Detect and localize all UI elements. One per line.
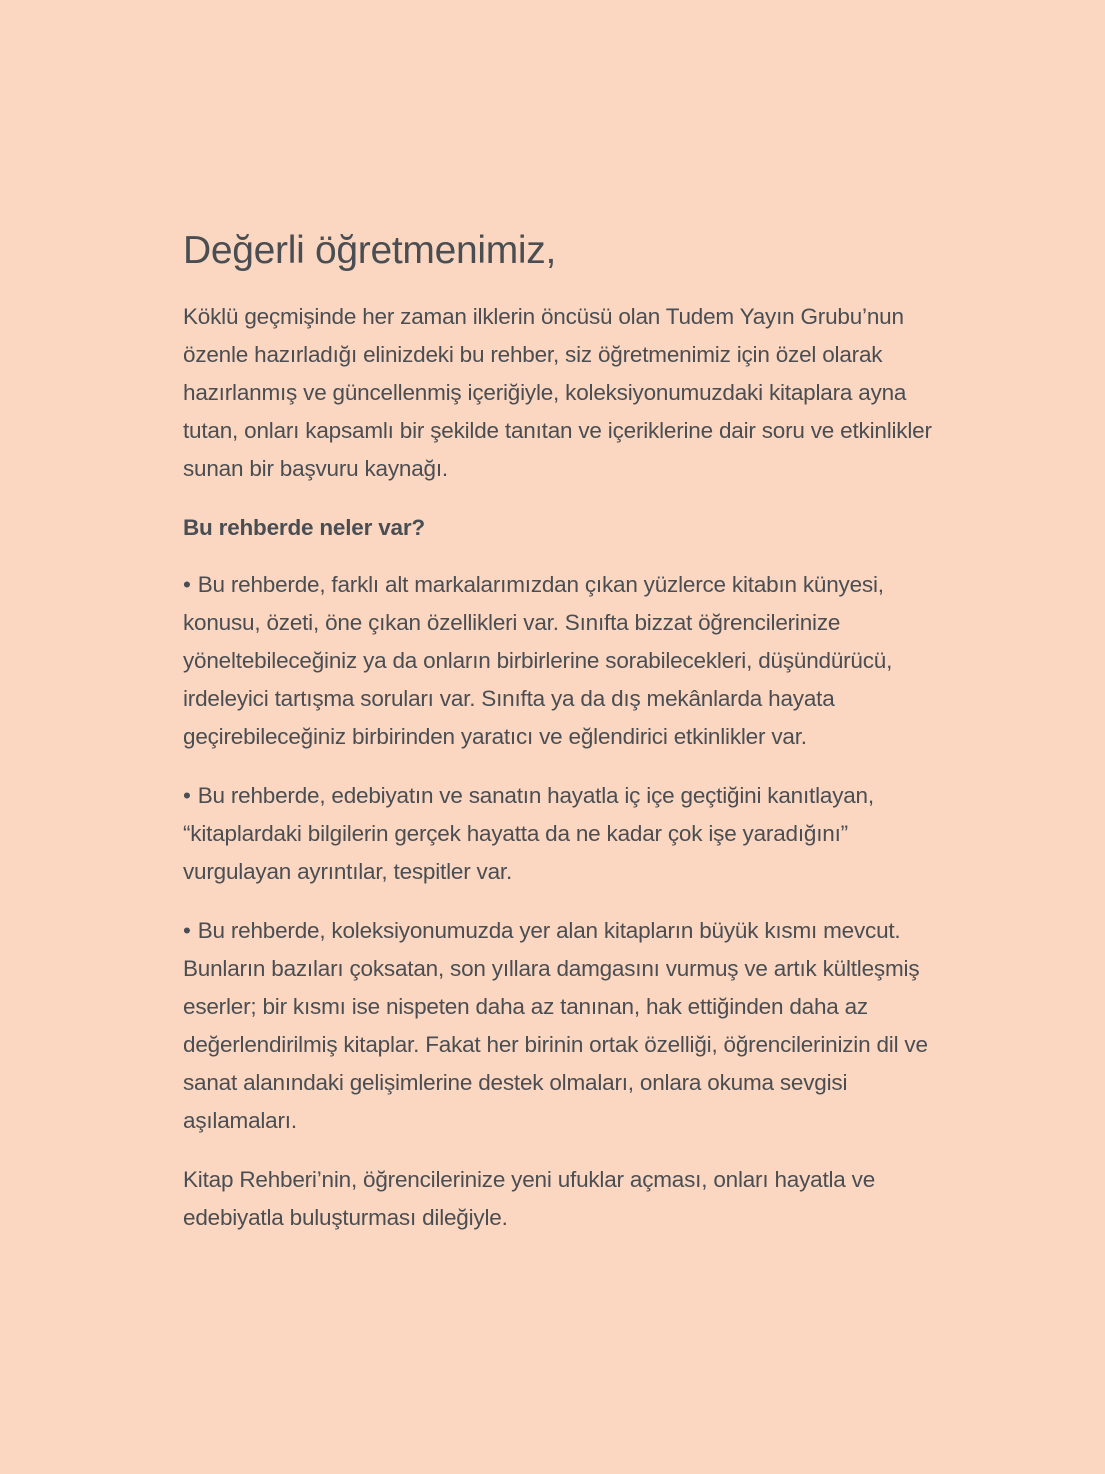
bullet-icon: • — [183, 918, 191, 944]
bullet-icon: • — [183, 572, 191, 598]
bullet-icon: • — [183, 783, 191, 809]
closing-paragraph: Kitap Rehberi’nin, öğrencilerinize yeni ufuklar açması, onları hayatla ve edebiyatla buluşturması dileğiyle. — [183, 1167, 876, 1231]
bullet-paragraph — [183, 777, 935, 891]
section-heading: Bu rehberde neler var? — [183, 515, 425, 541]
bullet-text: Bu rehberde, farklı alt markalarımızdan çıkan yüzlerce kitabın künyesi, konusu, özeti, öne çıkan özellikleri var. Sınıfta bizzat öğrencilerinize yöneltebileceğiniz ya da onların birbirlerine sorabilecekleri, düşündürücü, irdeleyici tartışma soruları var. Sınıfta ya da dış mekânlarda hayata geçirebileceğiniz birbirinden yaratıcı ve eğlendirici etkinlikler var. — [183, 572, 893, 750]
intro-paragraph: Köklü geçmişinde her zaman ilklerin öncüsü olan Tudem Yayın Grubu’nun özenle hazırladığı elinizdeki bu rehber, siz öğretmenimiz için özel olarak hazırlanmış ve güncellenmiş içeriğiyle, koleksiyonumuzdaki kitaplara ayna tutan, onları kapsamlı bir şekilde tanıtan ve içeriklerine dair soru ve etkinlikler sunan bir başvuru kaynağı. — [183, 304, 932, 482]
page-content — [183, 228, 935, 1237]
page-title: Değerli öğretmenimiz, — [183, 229, 556, 272]
bullet-text: Bu rehberde, koleksiyonumuzda yer alan kitapların büyük kısmı mevcut. Bunların bazıları çoksatan, son yıllara damgasını vurmuş ve artık kültleşmiş eserler; bir kısmı ise nispeten daha az tanınan, hak ettiğinden daha az değerlendirilmiş kitaplar. Fakat her birinin ortak özelliği, öğrencilerinizin dil ve sanat alanındaki gelişimlerine destek olmaları, onlara okuma sevgisi aşılamaları. — [183, 918, 928, 1134]
bullet-paragraph — [183, 912, 935, 1140]
bullet-text: Bu rehberde, edebiyatın ve sanatın hayatla iç içe geçtiğini kanıtlayan, “kitaplardaki bilgilerin gerçek hayatta da ne kadar çok işe yaradığını” vurgulayan ayrıntılar, tespitler var. — [183, 783, 874, 885]
bullet-paragraph — [183, 566, 935, 756]
